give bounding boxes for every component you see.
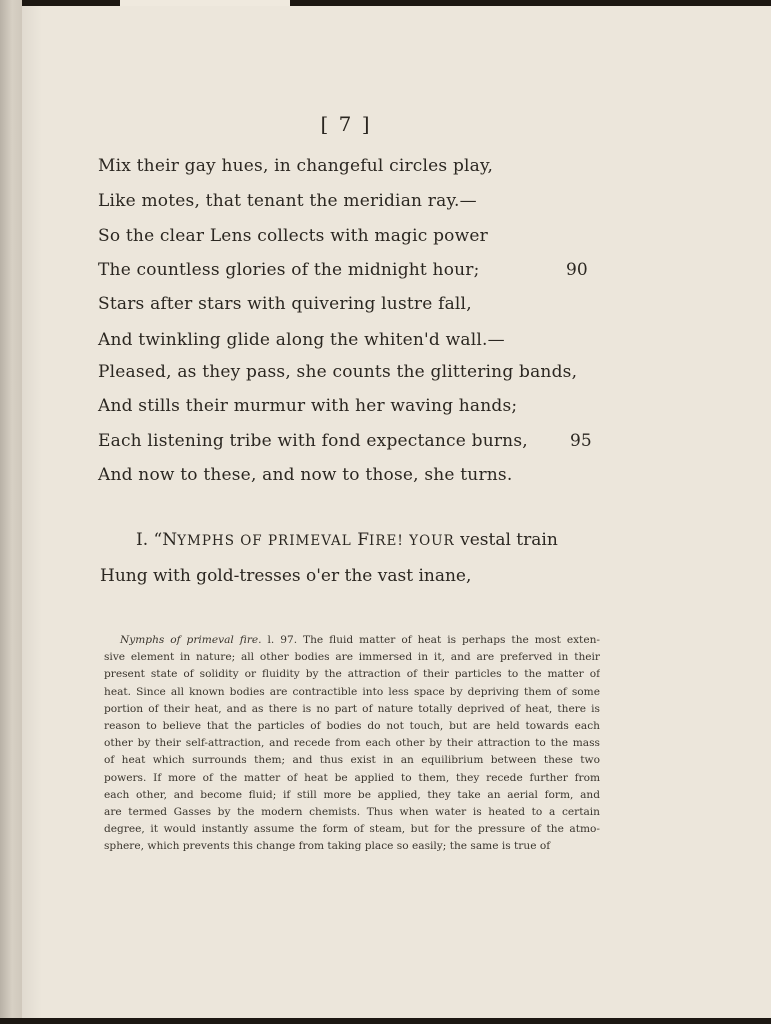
- verse-line: Hung with gold-tresses o'er the vast inane,: [100, 566, 472, 586]
- verse-line: Mix their gay hues, in changeful circles play,: [98, 156, 494, 176]
- footnote-line: degree, it would instantly assume the form of steam, but for the pressure of the atmo-: [104, 823, 600, 836]
- open-quote: “: [153, 530, 163, 550]
- line-number: 90: [566, 260, 588, 280]
- verse-line: So the clear Lens collects with magic power: [98, 226, 488, 246]
- verse-line: Like motes, that tenant the meridian ray.—: [98, 191, 477, 211]
- page-number-header: [ 7 ]: [320, 112, 372, 136]
- footnote-line: other by their self-attraction, and recede from each other by their attraction to the mass: [104, 737, 600, 750]
- footnote-line: [104, 632, 600, 649]
- verse-line: The countless glories of the midnight hour;: [98, 260, 480, 280]
- footnote-line: of heat which surrounds them; and thus exist in an equilibrium between these two: [104, 754, 600, 767]
- small-caps-text: IRE!: [368, 533, 404, 549]
- footnote-line: heat. Since all known bodies are contractible into less space by depriving them of some: [104, 685, 600, 698]
- small-caps-initial: F: [357, 530, 369, 550]
- footnote-line: reason to believe that the particles of bodies do not touch, but are held towards each: [104, 719, 600, 732]
- footnote-lead: Nymphs of primeval fire.: [120, 634, 262, 646]
- footnote-line: each other, and become fluid; if still more be applied, they take an aerial form, and: [104, 788, 600, 801]
- footnote-line: are termed Gasses by the modern chemists. Thus when water is heated to a certain: [104, 805, 600, 818]
- small-caps-text: YOUR: [409, 533, 455, 549]
- footnote-text: l. 97. The fluid matter of heat is perhaps the most exten-: [267, 634, 600, 646]
- footnote-line: present state of solidity or fluidity by the attraction of their particles to the matter of: [104, 668, 600, 681]
- stanza-numeral: I.: [136, 530, 149, 550]
- footnote-line: sphere, which prevents this change from taking place so easily; the same is true of: [104, 840, 551, 853]
- verse-line: And now to these, and now to those, she turns.: [98, 465, 513, 485]
- footnote-line: powers. If more of the matter of heat be applied to them, they recede further from: [104, 771, 600, 784]
- page-bottom-edge: [0, 1018, 771, 1024]
- verse-line: Pleased, as they pass, she counts the glittering bands,: [98, 362, 578, 382]
- verse-line: Stars after stars with quivering lustre fall,: [98, 294, 472, 314]
- verse-line: Each listening tribe with fond expectance burns,: [98, 431, 528, 451]
- stanza-opening-line: [136, 530, 558, 550]
- small-caps-initial: N: [162, 530, 178, 550]
- line-number: 95: [570, 431, 592, 451]
- book-gutter: [0, 0, 22, 1024]
- small-caps-text: YMPHS OF PRIMEVAL: [177, 533, 352, 549]
- footnote: [104, 632, 600, 855]
- verse-line: And twinkling glide along the whiten'd wall.—: [98, 330, 505, 350]
- footnote-line: portion of their heat, and as there is no part of nature totally deprived of heat, there is: [104, 702, 600, 715]
- footnote-line: sive element in nature; all other bodies are immersed in it, and are preferved in their: [104, 651, 600, 664]
- verse-line: And stills their murmur with her waving hands;: [98, 396, 518, 416]
- stanza-text: vestal train: [460, 530, 558, 550]
